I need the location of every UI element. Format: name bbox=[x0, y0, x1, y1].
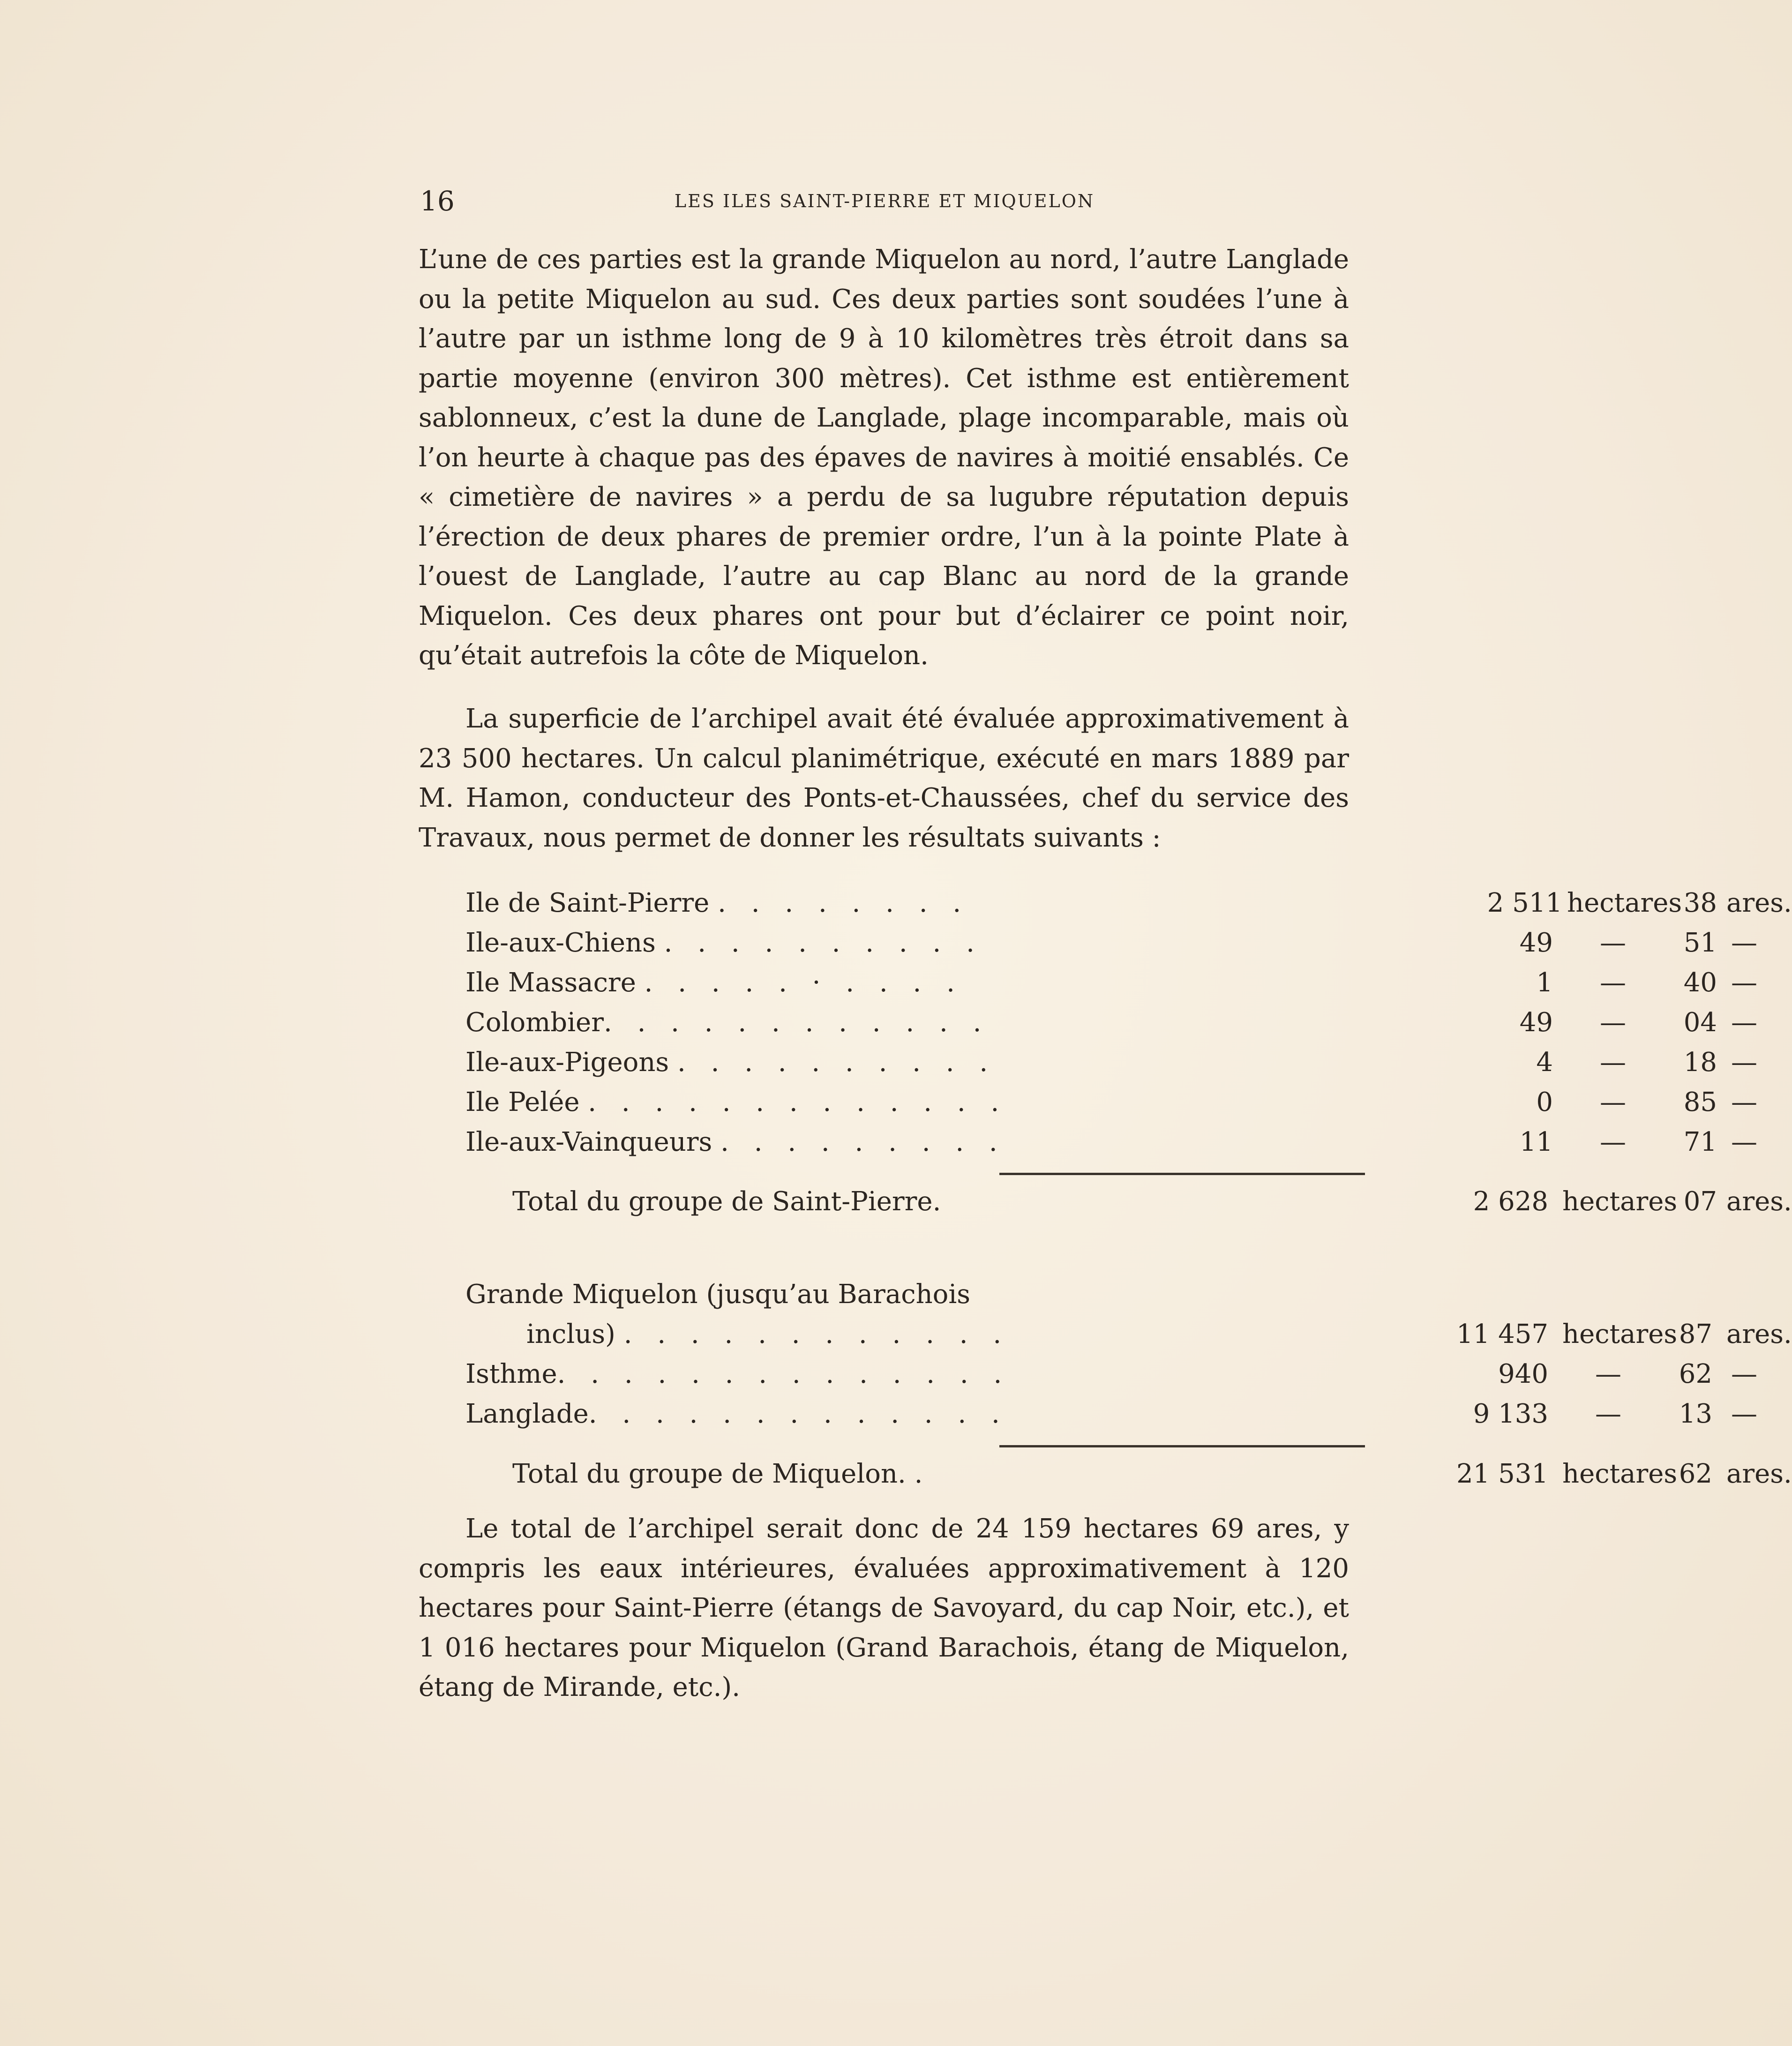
page-header bbox=[420, 185, 1349, 218]
ares-value: 62 bbox=[1679, 1459, 1712, 1489]
unit-hectares: — bbox=[1600, 1127, 1626, 1157]
row-name: Ile Pelée bbox=[465, 1087, 580, 1117]
row-name: inclus) bbox=[526, 1319, 615, 1349]
hectares-value: 4 bbox=[1536, 1047, 1553, 1078]
table-row: Ile de Saint-Pierre . . . . . . . . 2 511 hectares 38 ares. bbox=[465, 884, 1365, 923]
leader-dots: . . . . . . . . . . . . . bbox=[588, 1399, 1008, 1429]
unit-hectares: — bbox=[1600, 1047, 1626, 1078]
ares-value: 18 bbox=[1683, 1047, 1717, 1078]
ares-value: 87 bbox=[1679, 1319, 1712, 1349]
paragraph-2-text: La superficie de l’archipel avait été évaluée approximativement à 23 500 hectares. Un calcul planimétrique, exécuté en mars 1889 par M. Hamon, conducteur des Ponts-et-Chaussées, chef du service des Travaux, nous permet de donner les résultats suivants : bbox=[419, 704, 1349, 853]
paragraph-3-text: Le total de l’archipel serait donc de 24 159 hectares 69 ares, y compris les eaux intérieures, évaluées approximativement à 120 hectares pour Saint-Pierre (étangs de Savoyard, du cap Noir, etc.), et 1 016 hectares pour Miquelon (Grand Barachois, étang de Miquelon, étang de Mirande, etc.). bbox=[419, 1514, 1349, 1702]
total-label: Total du groupe de Saint-Pierre. bbox=[512, 1186, 941, 1217]
hectares-value: 49 bbox=[1519, 928, 1553, 958]
ares-value: 51 bbox=[1683, 928, 1717, 958]
table-row bbox=[465, 1315, 1792, 1354]
row-name: Ile de Saint-Pierre bbox=[465, 888, 710, 918]
hectares-value: 2 511 bbox=[1487, 888, 1562, 918]
table-row bbox=[465, 1394, 1757, 1434]
total-row bbox=[465, 1454, 1792, 1494]
hectares-value: 2 628 bbox=[1473, 1186, 1548, 1217]
paragraph-1 bbox=[419, 240, 1349, 676]
leader-dots: . . . . . . . . . . bbox=[677, 1047, 997, 1078]
hectares-value: 11 bbox=[1519, 1127, 1553, 1157]
unit-ares: — bbox=[1731, 967, 1757, 998]
hectares-value: 940 bbox=[1498, 1359, 1548, 1389]
hectares-value: 1 bbox=[1536, 967, 1553, 998]
unit-ares: — bbox=[1731, 1047, 1757, 1078]
unit-ares: — bbox=[1731, 1087, 1757, 1117]
leader-dots: . . . . . . . . . . . . bbox=[603, 1007, 990, 1038]
unit-hectares: hectares bbox=[1562, 1186, 1678, 1217]
ares-value: 07 bbox=[1683, 1186, 1717, 1217]
leader-dots: . . . . . . . . . . . . bbox=[623, 1319, 1010, 1349]
unit-hectares: — bbox=[1600, 928, 1626, 958]
hectares-value: 9 133 bbox=[1473, 1399, 1548, 1429]
total-row bbox=[465, 1182, 1792, 1222]
hectares-value: 0 bbox=[1536, 1087, 1553, 1117]
unit-ares: — bbox=[1731, 1007, 1757, 1038]
ares-value: 13 bbox=[1679, 1399, 1712, 1429]
paragraph-2 bbox=[419, 699, 1349, 858]
unit-hectares: hectares bbox=[1562, 1459, 1678, 1489]
unit-hectares: — bbox=[1595, 1359, 1621, 1389]
hectares-value: 49 bbox=[1519, 1007, 1553, 1038]
running-title: LES ILES SAINT-PIERRE ET MIQUELON bbox=[674, 191, 1095, 211]
leader-dots: . . . . . . . . . . bbox=[664, 928, 983, 958]
hectares-value: 11 457 bbox=[1456, 1319, 1548, 1349]
ares-value: 85 bbox=[1683, 1087, 1717, 1117]
leader-dots: . . . . . · . . . . bbox=[644, 967, 963, 998]
ares-value: 62 bbox=[1679, 1359, 1712, 1389]
unit-hectares: — bbox=[1600, 967, 1626, 998]
unit-hectares: — bbox=[1600, 1087, 1626, 1117]
unit-ares: ares. bbox=[1726, 1319, 1792, 1349]
row-name: Ile-aux-Chiens bbox=[465, 928, 656, 958]
paragraph-3 bbox=[419, 1509, 1349, 1708]
table-row bbox=[465, 1355, 1757, 1394]
unit-hectares: — bbox=[1600, 1007, 1626, 1038]
row-name: Ile-aux-Pigeons bbox=[465, 1047, 669, 1078]
ares-value: 38 bbox=[1683, 888, 1717, 918]
leader-dots: . . . . . . . . . . . . . . bbox=[557, 1359, 1011, 1389]
unit-hectares: hectares bbox=[1562, 1319, 1678, 1349]
table-row bbox=[465, 963, 1757, 1003]
table-row bbox=[465, 1123, 1757, 1162]
ares-value: 71 bbox=[1683, 1127, 1717, 1157]
unit-ares: — bbox=[1731, 928, 1757, 958]
ares-value: 04 bbox=[1683, 1007, 1717, 1038]
unit-ares: — bbox=[1731, 1399, 1757, 1429]
row-name: Grande Miquelon (jusqu’au Barachois bbox=[465, 1279, 971, 1310]
unit-ares: — bbox=[1731, 1127, 1757, 1157]
table-row bbox=[465, 1043, 1757, 1082]
row-name: Isthme bbox=[465, 1359, 557, 1389]
table-row bbox=[465, 1275, 1365, 1314]
unit-ares: ares. bbox=[1726, 1186, 1792, 1217]
leader-dots: . . . . . . . . . bbox=[720, 1127, 1006, 1157]
row-name: Ile Massacre bbox=[465, 967, 636, 998]
ares-value: 40 bbox=[1683, 967, 1717, 998]
leader-dots: . . . . . . . . . . . . . bbox=[588, 1087, 1008, 1117]
row-name: Colombier bbox=[465, 1007, 604, 1038]
leader-dots: . . . . . . . . bbox=[718, 888, 970, 918]
total-label: Total du groupe de Miquelon. . bbox=[512, 1459, 923, 1489]
hectares-value: 21 531 bbox=[1456, 1459, 1548, 1489]
unit-ares: ares. bbox=[1726, 888, 1792, 918]
row-name: Langlade bbox=[465, 1399, 589, 1429]
unit-hectares: — bbox=[1595, 1399, 1621, 1429]
table-row bbox=[465, 1083, 1757, 1122]
page-number: 16 bbox=[420, 185, 455, 217]
sum-rule bbox=[999, 1173, 1365, 1175]
sum-rule bbox=[999, 1445, 1365, 1447]
paragraph-1-text: L’une de ces parties est la grande Miquelon au nord, l’autre Langlade ou la petite Miquelon au sud. Ces deux parties sont soudées l’une à l’autre par un isthme long de 9 à 10 kilomètres très étroit dans sa partie moyenne (environ 300 mètres). Cet isthme est entièrement sablonneux, c’est la dune de Langlade, plage incomparable, mais où l’on heurte à chaque pas des épaves de navires à moitié ensablés. Ce « cimetière de navires » a perdu de sa lugubre réputation depuis l’érection de deux phares de premier ordre, l’un à la pointe Plate à l’ouest de Langlade, l’autre au cap Blanc au nord de la grande Miquelon. Ces deux phares ont pour but d’éclairer ce point noir, qu’était autrefois la côte de Miquelon. bbox=[419, 244, 1349, 671]
unit-ares: ares. bbox=[1726, 1459, 1792, 1489]
unit-ares: — bbox=[1731, 1359, 1757, 1389]
row-name: Ile-aux-Vainqueurs bbox=[465, 1127, 712, 1157]
table-row bbox=[465, 923, 1757, 963]
table-row bbox=[465, 1003, 1757, 1042]
